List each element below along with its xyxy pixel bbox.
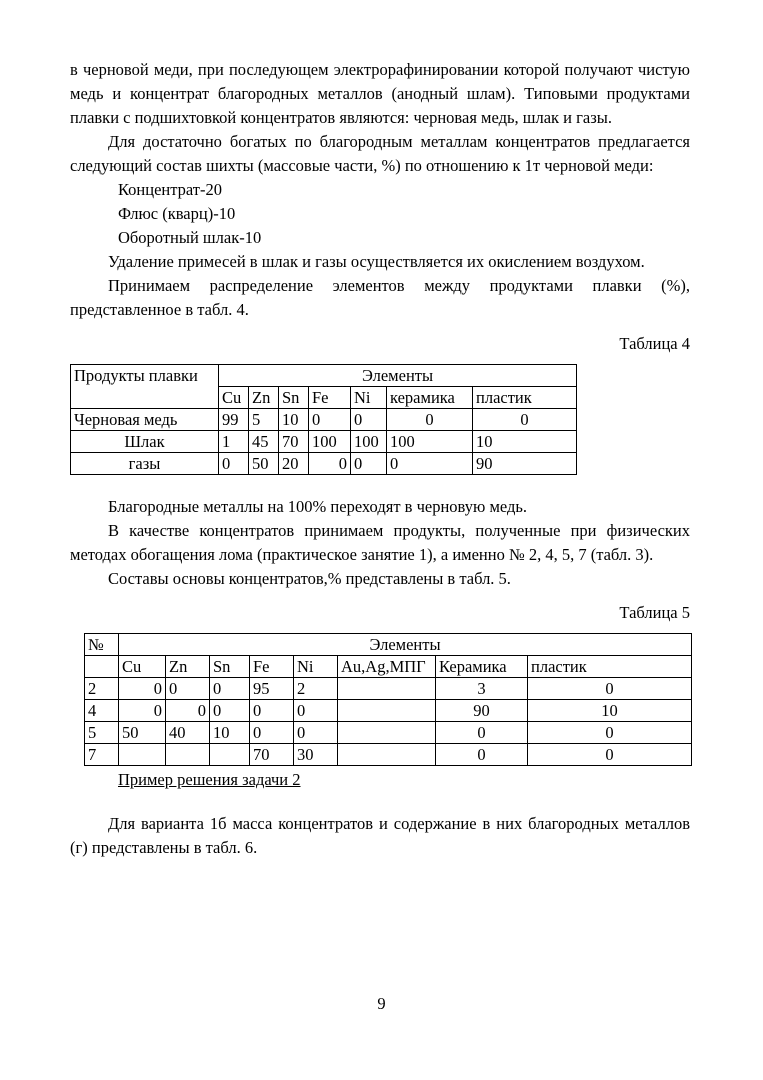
table-row (85, 678, 692, 700)
table-5-caption: Таблица 5 (619, 603, 690, 622)
table-cell: 0 (351, 409, 387, 431)
table-cell: 5 (249, 409, 279, 431)
table-header-number: № (85, 634, 119, 656)
page-number: 9 (377, 994, 386, 1013)
table-row (85, 722, 692, 744)
table-cell: 99 (219, 409, 249, 431)
table-cell: 10 (210, 722, 250, 744)
table-cell: 0 (387, 453, 473, 475)
table-cell-row-number: 4 (85, 700, 119, 722)
paragraph-compositions: Составы основы концентратов,% представлены в табл. 5. (108, 569, 511, 588)
table-cell (338, 678, 436, 700)
table-cell: 0 (294, 700, 338, 722)
table-row (71, 453, 577, 475)
table-cell (338, 722, 436, 744)
paragraph-charge-composition: Для достаточно богатых по благородным металлам концентратов предлагается следующий состав шихты (массовые части, %) по отношению к 1т черновой меди: (70, 132, 690, 175)
table-header-elements-group: Элементы (219, 365, 577, 387)
list-item-flux: Флюс (кварц)-10 (118, 204, 236, 223)
table-cell: 0 (250, 722, 294, 744)
table-cell: 10 (279, 409, 309, 431)
table-cell: 70 (250, 744, 294, 766)
table-cell: 0 (119, 678, 166, 700)
table-cell (338, 744, 436, 766)
table-5 (84, 633, 692, 766)
table-header-cell: Cu (119, 656, 166, 678)
table-header-products: Продукты плавки (71, 365, 219, 409)
table-cell-product-name: Шлак (71, 431, 219, 453)
example-heading: Пример решения задачи 2 (118, 770, 301, 789)
table-cell: 0 (528, 722, 692, 744)
table-cell: 0 (528, 678, 692, 700)
table-header-cell: Sn (210, 656, 250, 678)
table-cell: 0 (210, 700, 250, 722)
table-row (71, 365, 577, 387)
table-cell (210, 744, 250, 766)
table-header-cell: Zn (166, 656, 210, 678)
table-cell-product-name: газы (71, 453, 219, 475)
table-cell: 0 (166, 678, 210, 700)
table-4-caption: Таблица 4 (619, 334, 690, 353)
table-cell-row-number: 2 (85, 678, 119, 700)
table-cell: 10 (473, 431, 577, 453)
table-cell: 0 (436, 722, 528, 744)
table-row (85, 656, 692, 678)
table-cell: 1 (219, 431, 249, 453)
table-header-elements-group: Элементы (119, 634, 692, 656)
table-cell: 0 (528, 744, 692, 766)
table-cell: 40 (166, 722, 210, 744)
table-cell (119, 744, 166, 766)
table-cell: 0 (294, 722, 338, 744)
table-cell: 50 (119, 722, 166, 744)
table-cell-product-name: Черновая медь (71, 409, 219, 431)
table-cell: 3 (436, 678, 528, 700)
table-header-cell: Au,Ag,МПГ (338, 656, 436, 678)
table-header-cell: Ni (294, 656, 338, 678)
table-header-cell: Fe (250, 656, 294, 678)
table-cell: 0 (210, 678, 250, 700)
table-cell: 95 (250, 678, 294, 700)
table-cell: 45 (249, 431, 279, 453)
paragraph-noble-metals: Благородные металлы на 100% переходят в черновую медь. (108, 497, 528, 516)
table-header-cell (85, 656, 119, 678)
table-header-cell: пластик (528, 656, 692, 678)
table-cell: 0 (166, 700, 210, 722)
table-cell (338, 700, 436, 722)
table-cell-row-number: 7 (85, 744, 119, 766)
table-cell: 0 (309, 409, 351, 431)
table-header-cell: Sn (279, 387, 309, 409)
table-header-cell: Cu (219, 387, 249, 409)
table-header-cell: пластик (473, 387, 577, 409)
paragraph-intro: в черновой меди, при последующем электрорафинировании которой получают чистую медь и концентрат благородных металлов (анодный шлам). Типовыми продуктами плавки с подшихтовкой концентратов являются: черновая медь, шлак и газы. (70, 60, 690, 127)
table-cell: 0 (436, 744, 528, 766)
table-cell: 0 (119, 700, 166, 722)
table-cell: 90 (436, 700, 528, 722)
table-header-cell: Zn (249, 387, 279, 409)
paragraph-impurity-removal: Удаление примесей в шлак и газы осуществляется их окислением воздухом. (108, 252, 645, 271)
table-cell: 2 (294, 678, 338, 700)
table-cell: 50 (249, 453, 279, 475)
table-row (71, 409, 577, 431)
table-cell: 0 (250, 700, 294, 722)
table-cell-row-number: 5 (85, 722, 119, 744)
paragraph-distribution: Принимаем распределение элементов между продуктами плавки (%), представленное в табл. 4. (70, 276, 690, 319)
table-cell: 0 (473, 409, 577, 431)
list-item-concentrate: Концентрат-20 (118, 180, 223, 199)
table-row (85, 700, 692, 722)
table-cell: 20 (279, 453, 309, 475)
table-cell: 0 (351, 453, 387, 475)
table-row (85, 744, 692, 766)
table-cell: 0 (219, 453, 249, 475)
table-row (71, 431, 577, 453)
table-row (85, 634, 692, 656)
table-header-cell: Ni (351, 387, 387, 409)
table-cell: 0 (309, 453, 351, 475)
list-item-return-slag: Оборотный шлак-10 (118, 228, 262, 247)
table-cell: 0 (387, 409, 473, 431)
table-header-cell: Керамика (436, 656, 528, 678)
table-header-cell: Fe (309, 387, 351, 409)
paragraph-concentrate-products: В качестве концентратов принимаем продукты, полученные при физических методах обогащения лома (практическое занятие 1), а именно № 2, 4, 5, 7 (табл. 3). (70, 521, 690, 564)
table-cell: 90 (473, 453, 577, 475)
table-header-cell: керамика (387, 387, 473, 409)
table-cell: 100 (309, 431, 351, 453)
table-cell: 100 (351, 431, 387, 453)
paragraph-variant: Для варианта 1б масса концентратов и содержание в них благородных металлов (г) представлены в табл. 6. (70, 814, 690, 857)
table-cell: 10 (528, 700, 692, 722)
table-cell: 30 (294, 744, 338, 766)
table-cell: 100 (387, 431, 473, 453)
table-4 (70, 364, 577, 475)
table-cell: 70 (279, 431, 309, 453)
table-cell (166, 744, 210, 766)
